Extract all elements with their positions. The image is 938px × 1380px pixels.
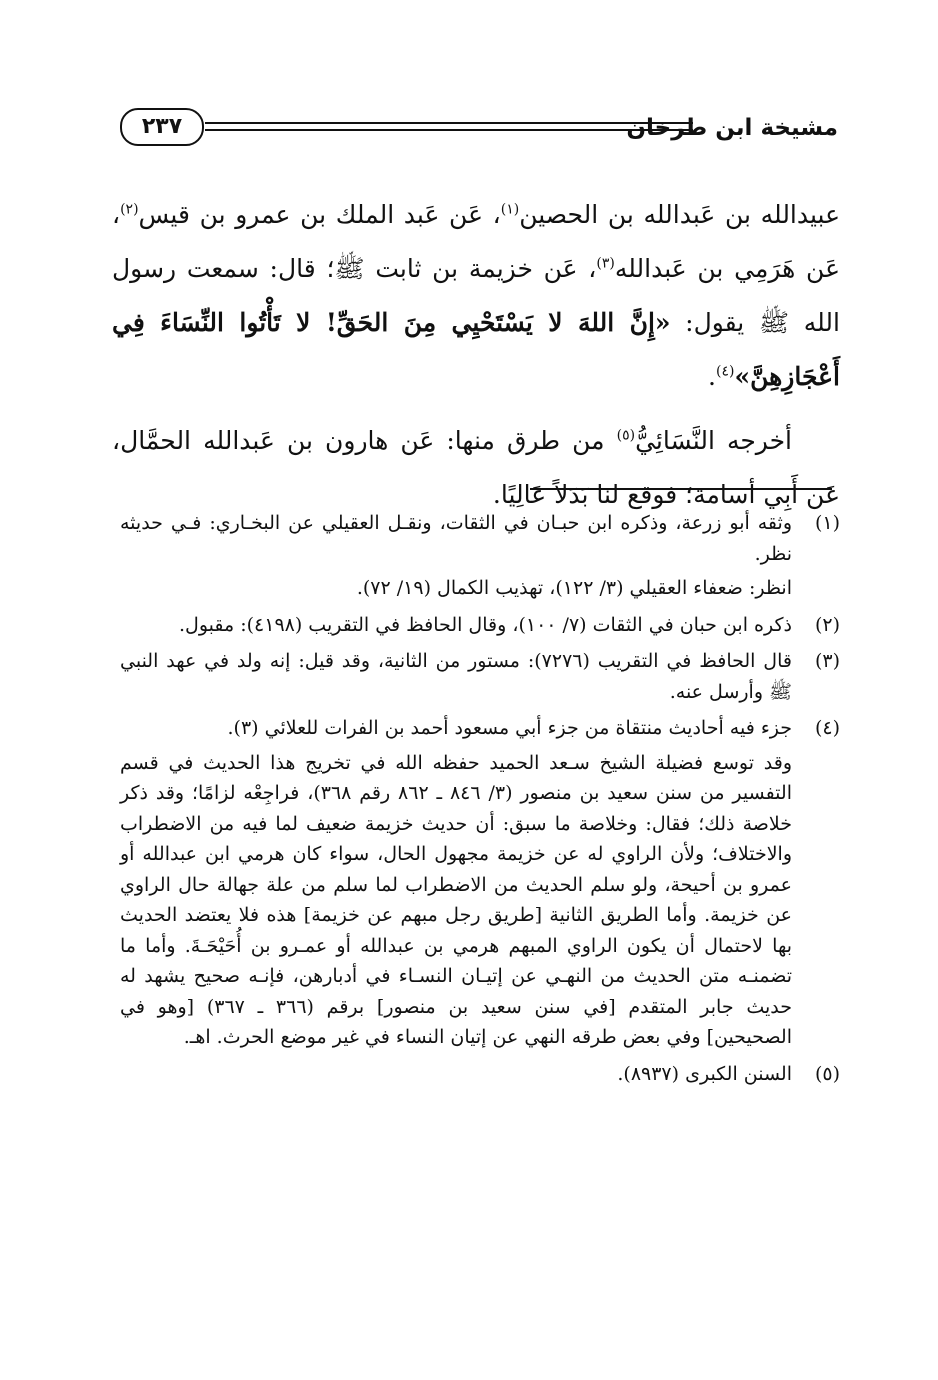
- footnote-number: (١): [814, 512, 840, 534]
- footnotes-section: [120, 508, 840, 1095]
- footnote-ref-4: (٤): [716, 363, 735, 380]
- footnote-ref-5: (٥): [616, 427, 636, 444]
- footnote-subtext: انظر: ضعفاء العقيلي (٣/ ١٢٢)، تهذيب الكمال (١٩/ ٧٢).: [356, 577, 792, 599]
- footnote-text: السنن الكبرى (٨٩٣٧).: [617, 1062, 792, 1085]
- footnote-separator: [530, 488, 832, 490]
- text-span: ، عَن خزيمة بن ثابت ﷺ؛ قال: سمعت رسول الله ﷺ يقول:: [112, 254, 840, 337]
- footnote-text: جزء فيه أحاديث منتقاة من جزء أبي مسعود أحمد بن الفرات للعلائي (٣).: [227, 717, 792, 739]
- page-number-badge: ٢٣٧: [120, 108, 204, 146]
- text-span: من طرق منها: عَن هارون بن عَبدالله الحمَّال، عَن أَبِي أسامة؛ فوقع لنا بَدَلاً عَالِيًا.: [112, 426, 840, 509]
- footnote-text: ذكره ابن حبان في الثقات (٧/ ١٠٠)، وقال الحافظ في التقريب (٤١٩٨): مقبول.: [178, 613, 792, 636]
- footnote-ref-3: (٣): [596, 255, 615, 272]
- page-header: [120, 108, 838, 158]
- footnote-2: [120, 610, 840, 641]
- text-span: ، عَن هَرَمِي بن عَبدالله: [112, 200, 840, 283]
- footnote-ref-1: (١): [500, 201, 520, 218]
- footnote-text: قال الحافظ في التقريب (٧٢٧٦): مستور من الثانية، وقد قيل: إنه ولد في عهد النبي ﷺ وأرسل عنه.: [120, 650, 792, 703]
- footnote-number: (٣): [814, 650, 840, 672]
- text-span: أخرجه النَّسَائِيُّ: [635, 426, 792, 455]
- footnote-3: [120, 646, 840, 707]
- main-text: [112, 188, 840, 522]
- footnote-subtext: وقد توسع فضيلة الشيخ سـعد الحميد حفظه الله في تخريج هذا الحديث في قسم التفسير من سنن سعيد بن منصور (٣/ ٨٤٦ ـ ٨٦٢ رقم ٣٦٨)، فراجِعْه لزامًا؛ وقد ذكر خلاصة ذلك؛ فقال: وخلاصة ما سبق: أن حديث خزيمة ضعيف لما فيه من الاضطراب والاختلاف؛ ولأن الراوي له عن خزيمة مجهول الحال، سواء كان هرمي ابن عبدالله أو عمرو بن أحيحة، ولو سلم الحديث من الاضطراب لما سلم من علة جهالة حال الراوي عن خزيمة. وأما الطريق الثانية [طريق رجل مبهم عن خزيمة] هذه فلا يعتضد الحديث بها لاحتمال أن يكون الراوي المبهم هرمي بن عبدالله أو عمـرو بن أُحَيْحَـةَ. وأما ما تضمنـه متن الحديث من النهـي عن إتيـان النسـاء في أدبارهن، فإنـه صحيح يشهد له حديث جابر المتقدم [في سنن سعيد بن منصور] برقم (٣٦٦ ـ ٣٦٧) [وهو في الصحيحين] وفي بعض طرقه النهي عن إتيان النساء في غير موضع الحرث. اهـ.: [120, 751, 792, 1048]
- footnote-number: (٢): [814, 613, 840, 636]
- main-paragraph-2: [112, 414, 840, 522]
- text-span: .: [708, 362, 716, 391]
- footnote-1: [120, 508, 840, 604]
- footnote-number: (٤): [814, 717, 840, 739]
- footnote-number: (٥): [814, 1062, 840, 1085]
- main-paragraph-1: [112, 188, 840, 404]
- hadith-quote: «إِنَّ اللهَ لا يَسْتَحْيِي مِنَ الحَقِّ! لا تَأْتُوا النِّسَاءَ فِي أَعْجَازِهِنَّ»: [112, 308, 840, 391]
- footnote-ref-2: (٢): [120, 201, 139, 218]
- footnote-4: [120, 713, 840, 1053]
- footnote-5: [120, 1059, 840, 1090]
- running-title: مشيخة ابن طرخان: [626, 115, 838, 141]
- text-span: ، عَن عَبد الملك بن عمرو بن قيس: [138, 200, 501, 229]
- footnote-text: وثقه أبو زرعة، وذكره ابن حبـان في الثقات، ونقـل العقيلي عن البخـاري: فـي حديثه نظر.: [120, 512, 792, 565]
- text-span: عبيدالله بن عَبدالله بن الحصين: [519, 200, 841, 229]
- header-rule: [205, 122, 693, 131]
